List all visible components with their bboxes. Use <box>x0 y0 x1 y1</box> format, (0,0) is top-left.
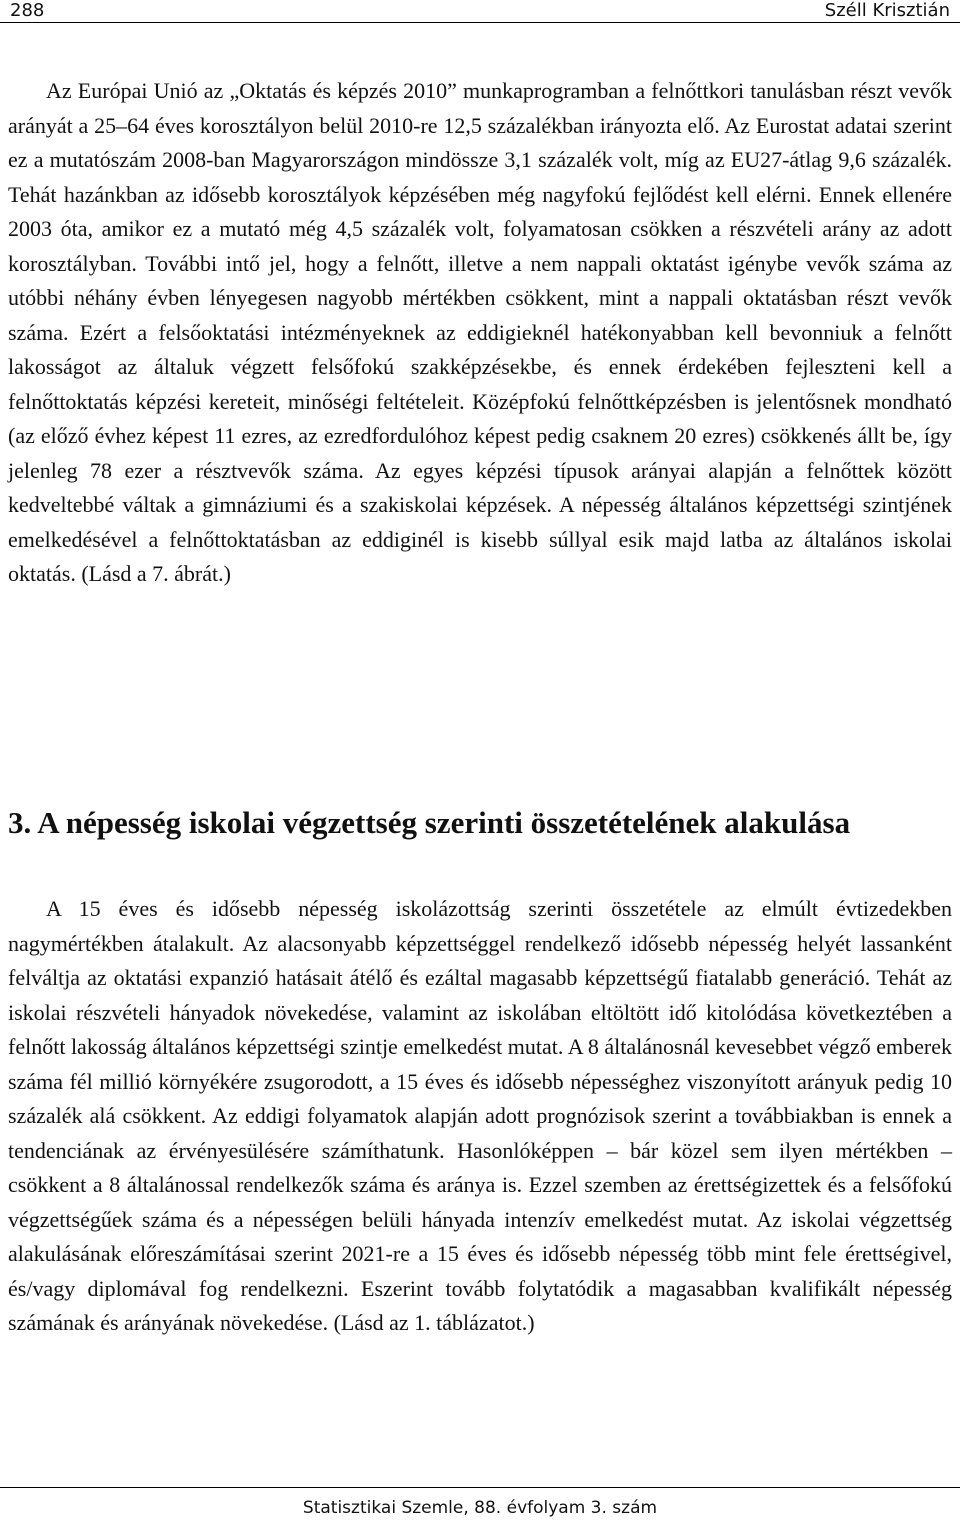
journal-footer: Statisztikai Szemle, 88. évfolyam 3. szám <box>302 1498 658 1518</box>
running-head <box>0 0 960 30</box>
body-paragraph: Az Európai Unió az „Oktatás és képzés 2010” munkaprogramban a felnőttkori tanulásban részt vevők arányát a 25–64 éves korosztályon belül 2010-re 12,5 százalékban irányozta elő. Az Eurostat adatai szerint ez a mutatószám 2008-ban Magyarországon mindössze 3,1 százalék volt, míg az EU27-átlag 9,6 százalék. Tehát hazánkban az idősebb korosztályok képzésében még nagyfokú fejlődést kell elérni. Ennek ellenére 2003 óta, amikor ez a mutató még 4,5 százalék volt, folyamatosan csökken a részvételi arány az adott korosztályban. További intő jel, hogy a felnőtt, illetve a nem nappali oktatást igénybe vevők száma az utóbbi néhány évben lényegesen nagyobb mértékben csökkent, mint a nappali oktatásban részt vevők száma. Ezért a felsőoktatási intézményeknek az eddigieknél hatékonyabban kell bevonniuk a felnőtt lakosságot az általuk végzett felsőfokú szakképzésekbe, és ennek érdekében fejleszteni kell a felnőttoktatás képzési kereteit, minőségi feltételeit. Középfokú felnőttképzésben is jelentősnek mondható (az előző évhez képest 11 ezres, az ezredfordulóhoz képest pedig csaknem 20 ezres) csökkenés állt be, így jelenleg 78 ezer a résztvevők száma. Az egyes képzési típusok arányai alapján a felnőttek között kedveltebbé váltak a gimnáziumi és a szakiskolai képzések. A népesség általános képzettségi szintjének emelkedésével a felnőttoktatásban az eddiginél is kisebb súllyal esik majd latba az általános iskolai oktatás. (Lásd a 7. ábrát.) <box>8 78 952 586</box>
footer-rule <box>0 1487 960 1488</box>
header-rule <box>0 22 960 23</box>
page-number: 288 <box>10 0 45 21</box>
body-paragraph: A 15 éves és idősebb népesség iskolázottság szerinti összetétele az elmúlt évtizedekben nagymértékben átalakult. Az alacsonyabb képzettséggel rendelkező idősebb népesség helyét lassanként felváltja az oktatási expanzió hatásait átélő és ezáltal magasabb képzettségű fiatalabb generáció. Tehát az iskolai részvételi hányadok növekedése, valamint az iskolában eltöltött idő kitolódása következtében a felnőtt lakosság általános képzettségi szintje emelkedést mutat. A 8 általánosnál kevesebbet végző emberek száma fél millió környékére zsugorodott, a 15 éves és idősebb népességhez viszonyított arányuk pedig 10 százalék alá csökkent. Az eddigi folyamatok alapján adott prognózisok szerint a továbbiakban is ennek a tendenciának az érvényesülésére számíthatunk. Hasonlóképpen – bár közel sem ilyen mértékben – csökkent a 8 általánossal rendelkezők száma és aránya is. Ezzel szemben az érettségizettek és a felsőfokú végzettségűek száma és a népességen belüli hányada intenzív emelkedést mutat. Az iskolai végzettség alakulásának előreszámításai szerint 2021-re a 15 éves és idősebb népesség több mint fele érettségivel, és/vagy diplomával fog rendelkezni. Eszerint tovább folytatódik a magasabban kvalifikált népesség számának és arányának növekedése. (Lásd az 1. táblázatot.) <box>8 896 952 1335</box>
section-heading: 3. A népesség iskolai végzettség szerinti összetételének alakulása <box>8 805 851 840</box>
running-head-author: Széll Krisztián <box>824 0 950 21</box>
